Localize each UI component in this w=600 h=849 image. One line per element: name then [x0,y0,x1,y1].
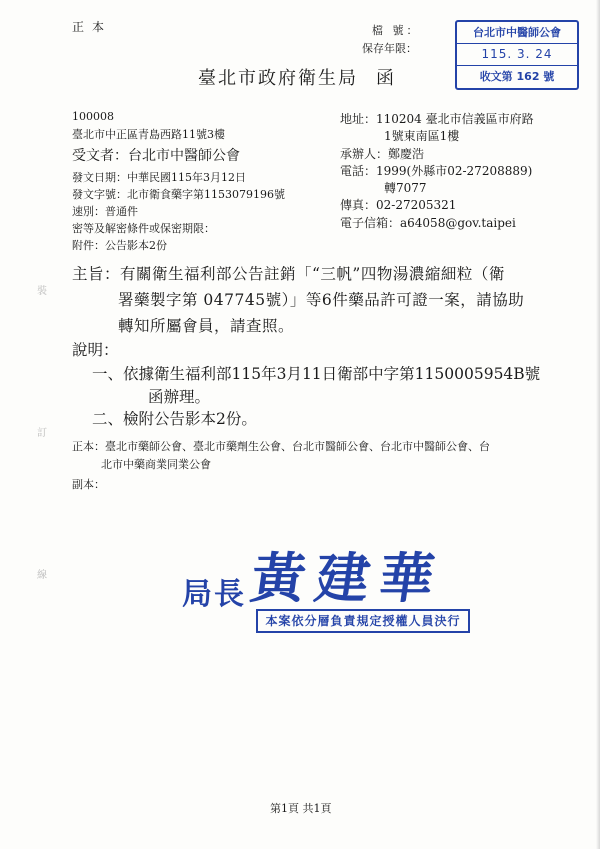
scan-edge-shadow [596,0,600,849]
sender-zip: 100008 [72,110,114,123]
stamp-date: 115. 3. 24 [457,44,577,66]
contact-fax: 傳真：02-27205321 [340,198,457,212]
document-number: 發文字號：北市衛食藥字第1153079196號 [72,188,285,201]
issuing-organization: 臺北市政府衛生局 [198,68,358,89]
attachment: 附件：公告影本2份 [72,239,167,252]
stamp-receipt-number: 收文第 162 號 [479,70,555,83]
contact-phone: 電話：1999(外縣市02-27208889) [340,164,533,178]
delivery-speed: 速別：普通件 [72,205,138,218]
binding-margin-mark: 線 [37,570,47,581]
contact-email: 電子信箱：a64058@gov.taipei [340,216,516,230]
carbon-copy-label: 副本： [72,478,105,491]
copy-type-label: 正本 [72,20,113,34]
signature-name: 黃建華 [247,547,448,610]
explanation-label: 說明： [72,341,119,359]
file-number-label: 檔 號： [372,24,421,37]
contact-handler: 承辦人：鄭慶浩 [340,147,425,161]
contact-address-line1: 地址：110204 臺北市信義區市府路 [340,112,534,126]
receipt-stamp [455,20,579,90]
retention-period-label: 保存年限： [362,42,417,55]
issue-date: 發文日期：中華民國115年3月12日 [72,171,246,184]
explanation-item1-line1: 一、依據衛生福利部115年3月11日衛部中字第1150005954B號 [92,365,541,383]
director-signature-stamp [182,536,448,613]
subject-line2: 署藥製字第 047745號）」等6件藥品許可證一案，請協助 [118,291,525,309]
subject-line3: 轉知所屬會員，請查照。 [118,317,295,335]
stamp-organization: 台北市中醫師公會 [457,22,577,44]
main-recipients-line2: 北市中藥商業同業公會 [101,458,211,471]
secrecy-level: 密等及解密條件或保密期限： [72,222,215,235]
contact-address-line2: 1號東南區1樓 [384,129,460,143]
recipient: 受文者：台北市中醫師公會 [72,148,240,164]
signature-title: 局長 [182,577,246,612]
page-indicator: 第1頁 共1頁 [270,802,332,815]
document-kind: 函 [376,68,396,89]
contact-extension: 轉7077 [384,181,427,195]
explanation-item1-line2: 函辦理。 [148,388,211,406]
authorization-stamp: 本案依分層負責規定授權人員決行 [256,609,470,633]
sender-address: 臺北市中正區青島西路11號3樓 [72,128,225,141]
binding-margin-mark: 訂 [37,428,47,439]
subject-line1: 主旨：有關衛生福利部公告註銷「“三帆”四物湯濃縮細粒（衛 [72,265,505,283]
document-title [198,64,396,90]
explanation-item2: 二、檢附公告影本2份。 [92,410,257,428]
main-recipients-line1: 正本：臺北市藥師公會、臺北市藥劑生公會、台北市醫師公會、台北市中醫師公會、台 [72,440,490,453]
binding-margin-mark: 裝 [37,286,47,297]
